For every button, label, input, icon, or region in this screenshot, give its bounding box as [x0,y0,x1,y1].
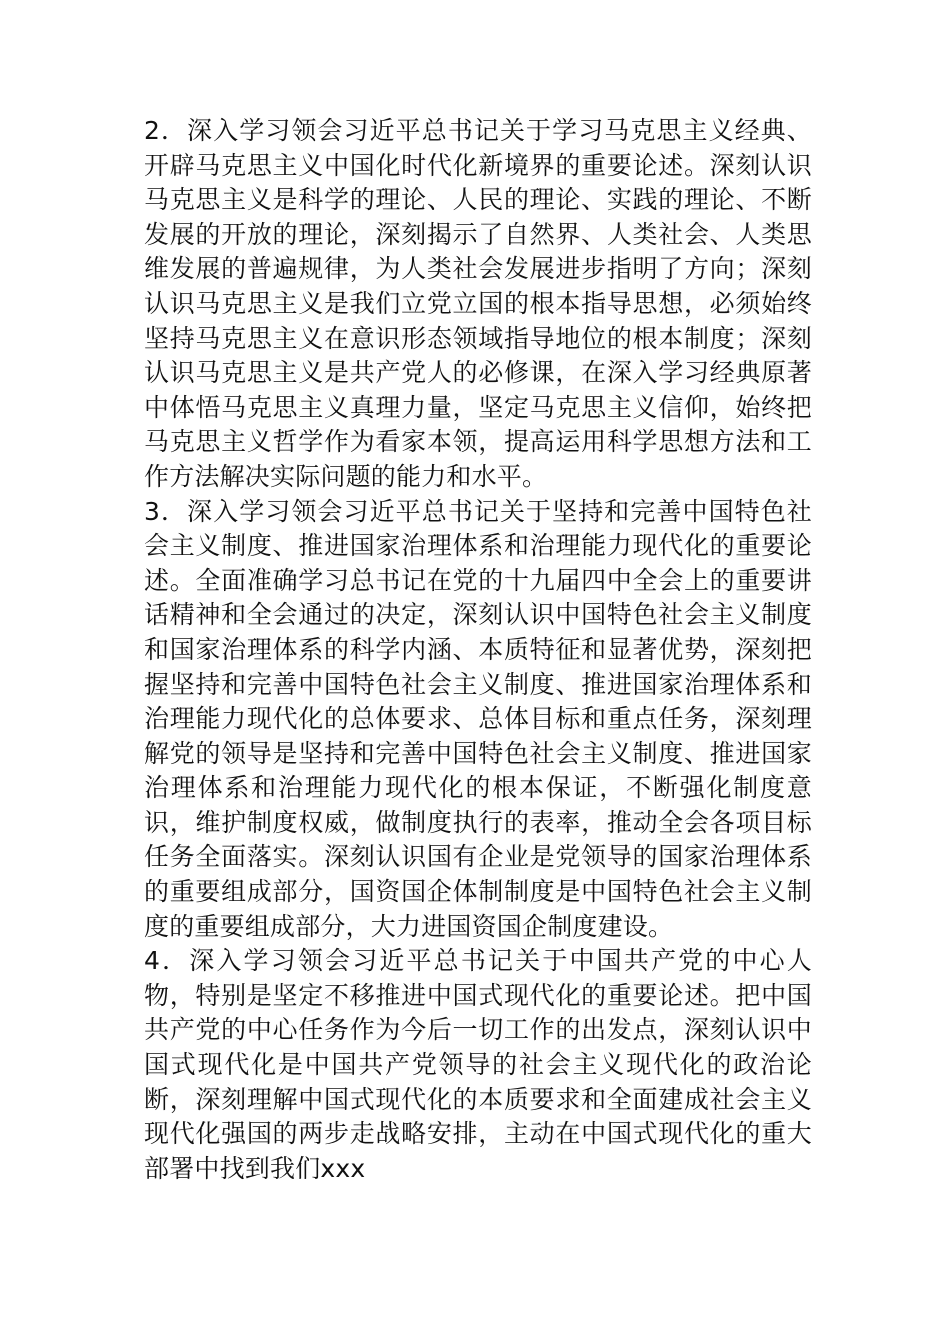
paragraph-section-4: 4．深入学习领会习近平总书记关于中国共产党的中心人物，特别是坚定不移推进中国式现代化的重要论述。把中国共产党的中心任务作为今后一切工作的出发点，深刻认识中国式现代化是中国共产党领导的社会主义现代化的政治论断，深刻理解中国式现代化的本质要求和全面建成社会主义现代化强国的两步走战略安排，主动在中国式现代化的重大部署中找到我们xxx [144,946,812,1183]
paragraph-section-3: 3．深入学习领会习近平总书记关于坚持和完善中国特色社会主义制度、推进国家治理体系和治理能力现代化的重要论述。全面准确学习总书记在党的十九届四中全会上的重要讲话精神和全会通过的决定，深刻认识中国特色社会主义制度和国家治理体系的科学内涵、本质特征和显著优势，深刻把握坚持和完善中国特色社会主义制度、推进国家治理体系和治理能力现代化的总体要求、总体目标和重点任务，深刻理解党的领导是坚持和完善中国特色社会主义制度、推进国家治理体系和治理能力现代化的根本保证，不断强化制度意识，维护制度权威，做制度执行的表率，推动全会各项目标任务全面落实。深刻认识国有企业是党领导的国家治理体系的重要组成部分，国资国企体制制度是中国特色社会主义制度的重要组成部分，大力进国资国企制度建设。 [144,496,812,941]
document-body [144,114,812,1186]
paragraph-section-2: 2．深入学习领会习近平总书记关于学习马克思主义经典、开辟马克思主义中国化时代化新境界的重要论述。深刻认识马克思主义是科学的理论、人民的理论、实践的理论、不断发展的开放的理论，深刻揭示了自然界、人类社会、人类思维发展的普遍规律，为人类社会发展进步指明了方向；深刻认识马克思主义是我们立党立国的根本指导思想，必须始终坚持马克思主义在意识形态领域指导地位的根本制度；深刻认识马克思主义是共产党人的必修课，在深入学习经典原著中体悟马克思主义真理力量，坚定马克思主义信仰，始终把马克思主义哲学作为看家本领，提高运用科学思想方法和工作方法解决实际问题的能力和水平。 [144,116,812,491]
